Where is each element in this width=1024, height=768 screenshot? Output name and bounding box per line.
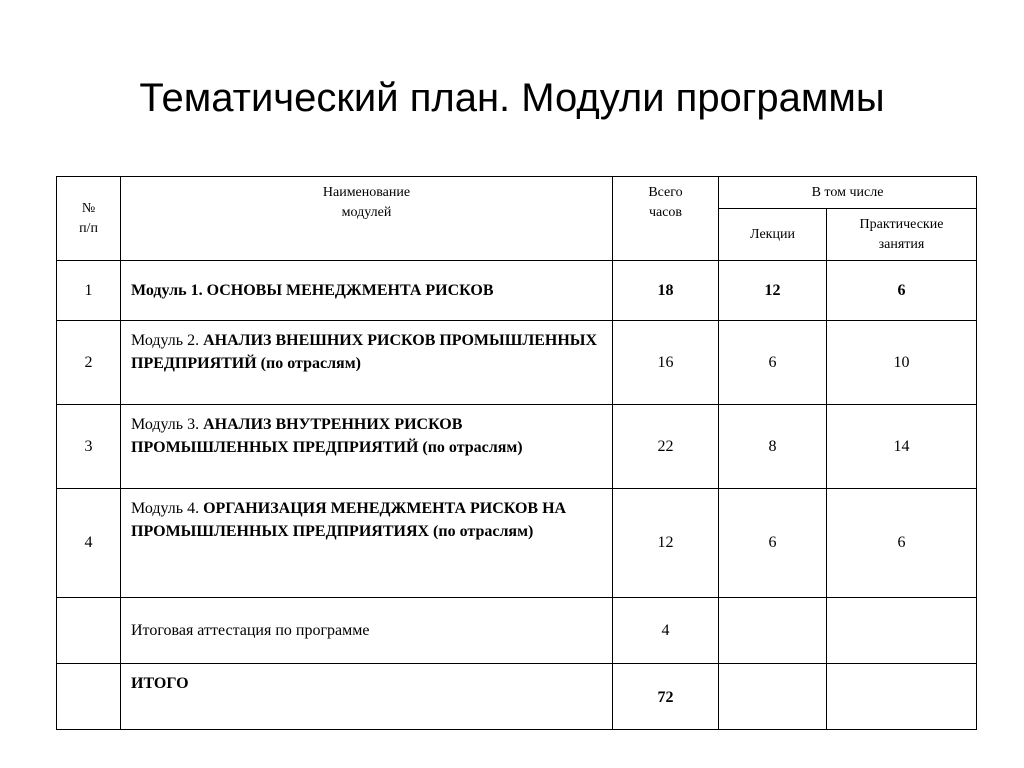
table-row — [57, 489, 977, 598]
row-name-bold: ИТОГО — [131, 675, 189, 692]
row-name: Итоговая аттестация по программе — [121, 598, 613, 664]
header-name-cell — [121, 177, 613, 261]
row-num — [57, 664, 121, 730]
row-name-bold: АНАЛИЗ ВНЕШНИХ РИСКОВ ПРОМЫШЛЕННЫХ ПРЕДПРИЯТИЙ (по отраслям) — [131, 332, 598, 372]
header-num-line2: п/п — [79, 220, 98, 236]
header-including-label: В том числе — [811, 184, 884, 200]
row-lectures: 12 — [719, 261, 827, 321]
header-lectures-label: Лекции — [750, 226, 795, 242]
row-practice — [827, 664, 977, 730]
row-lectures: 6 — [719, 489, 827, 598]
row-name-prefix: Модуль 4. — [131, 500, 204, 517]
row-total: 22 — [613, 405, 719, 489]
row-name — [121, 405, 613, 489]
row-name — [121, 664, 613, 730]
header-total-cell — [613, 177, 719, 261]
header-name-line1: Наименование — [322, 185, 411, 200]
row-num: 2 — [57, 321, 121, 405]
row-total: 12 — [613, 489, 719, 598]
row-name — [121, 489, 613, 598]
header-name-line2: модулей — [341, 205, 392, 220]
row-total: 16 — [613, 321, 719, 405]
row-total: 4 — [613, 598, 719, 664]
row-num: 4 — [57, 489, 121, 598]
header-row — [57, 177, 977, 209]
row-lectures: 6 — [719, 321, 827, 405]
header-practice-line1: Практические — [859, 216, 944, 232]
row-practice: 6 — [827, 261, 977, 321]
row-practice: 14 — [827, 405, 977, 489]
header-lectures-cell — [719, 209, 827, 261]
row-name-bold: ОРГАНИЗАЦИЯ МЕНЕДЖМЕНТА РИСКОВ НА ПРОМЫШЛЕННЫХ ПРЕДПРИЯТИЯХ (по отраслям) — [131, 500, 567, 540]
row-num: 1 — [57, 261, 121, 321]
row-name-bold: Модуль 1. ОСНОВЫ МЕНЕДЖМЕНТА РИСКОВ — [131, 282, 494, 299]
header-total-line2: часов — [648, 205, 683, 220]
row-lectures — [719, 598, 827, 664]
table-row — [57, 598, 977, 664]
header-practice-line2: занятия — [878, 236, 925, 252]
row-lectures: 8 — [719, 405, 827, 489]
row-total: 72 — [613, 664, 719, 730]
table-row-total — [57, 664, 977, 730]
row-name — [121, 261, 613, 321]
table-row — [57, 261, 977, 321]
row-name — [121, 321, 613, 405]
row-num: 3 — [57, 405, 121, 489]
slide-title: Тематический план. Модули программы — [139, 76, 885, 120]
row-lectures — [719, 664, 827, 730]
header-including-cell — [719, 177, 977, 209]
row-num — [57, 598, 121, 664]
table-row — [57, 321, 977, 405]
thematic-plan-table — [56, 176, 977, 730]
row-name-bold: АНАЛИЗ ВНУТРЕННИХ РИСКОВ ПРОМЫШЛЕННЫХ ПРЕДПРИЯТИЙ (по отраслям) — [131, 416, 523, 456]
header-num-line1: № — [81, 200, 96, 216]
header-practice-cell — [827, 209, 977, 261]
table-row — [57, 405, 977, 489]
header-total-line1: Всего — [648, 185, 683, 200]
row-practice: 10 — [827, 321, 977, 405]
row-total: 18 — [613, 261, 719, 321]
header-num-cell — [57, 177, 121, 261]
row-practice: 6 — [827, 489, 977, 598]
row-name-prefix: Модуль 3. — [131, 416, 204, 433]
row-practice — [827, 598, 977, 664]
row-name-prefix: Модуль 2. — [131, 332, 204, 349]
